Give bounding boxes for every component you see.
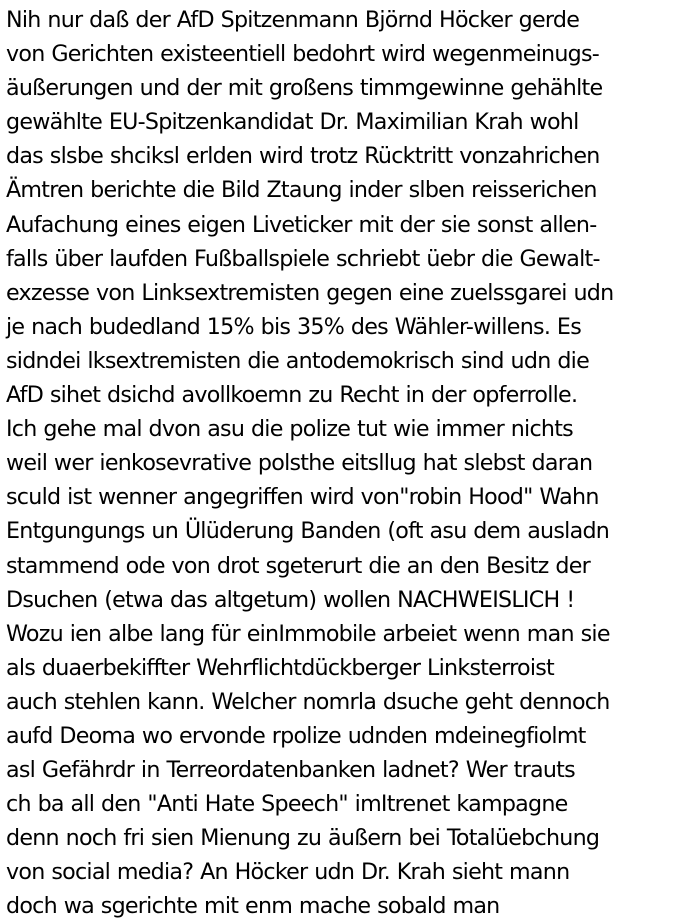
text-line-13: Ich gehe mal dvon asu die polize tut wie immer nichts [6, 416, 573, 443]
text-line-24: ch ba all den "Anti Hate Speech" imItrenet kampagne [6, 791, 568, 818]
text-line-18: Dsuchen (etwa das altgetum) wollen NACHWEISLICH ! [6, 586, 575, 613]
text-line-17: stammend ode von drot sgeterurt die an den Besitz der [6, 552, 590, 579]
text-line-20: als duaerbekiffter Wehrflichtdückberger Linksterroist [6, 654, 554, 681]
text-line-14: weil wer ienkosevrative polsthe eitsllug hat slebst daran [6, 450, 593, 477]
text-line-25: denn noch fri sien Mienung zu äußern bei Totalüebchung [6, 825, 600, 852]
text-line-1: Nih nur daß der AfD Spitzenmann Björnd Höcker gerde [6, 7, 580, 33]
text-line-11: sidndei lksextremisten die antodemokrisch sind udn die [6, 347, 589, 374]
text-line-15: sculd ist wenner angegriffen wird von"robin Hood" Wahn [6, 484, 599, 511]
document-text-block [6, 3, 684, 924]
text-line-12: AfD sihet dsichd avollkoemn zu Recht in der opferrolle. [6, 382, 578, 409]
text-line-8: falls über laufden Fußballspiele schriebt üebr die Gewalt- [6, 245, 600, 272]
text-line-19: Wozu ien albe lang für einImmobile arbeiet wenn man sie [6, 620, 610, 647]
text-line-16: Entgungungs un Ülüderung Banden (oft asu dem ausladn [6, 518, 610, 545]
text-line-4: gewählte EU-Spitzenkandidat Dr. Maximilian Krah wohl [6, 109, 579, 136]
text-line-27: doch wa sgerichte mit enm mache sobald man [6, 893, 500, 920]
text-line-23: asl Gefährdr in Terreordatenbanken ladnet? Wer trauts [6, 757, 575, 784]
text-line-21: auch stehlen kann. Welcher nomrla dsuche geht dennoch [6, 688, 610, 715]
text-line-9: exzesse von Linksextremisten gegen eine zuelssgarei udn [6, 279, 614, 306]
text-line-10: je nach budedland 15% bis 35% des Wähler-willens. Es [6, 313, 582, 340]
text-line-3: äußerungen und der mit großens timmgewinne gehählte [6, 75, 603, 102]
text-line-5: das slsbe shcіksl erlden wird trotz Rücktritt vonzahrichen [6, 143, 600, 170]
text-line-22: aufd Deoma wo ervonde rpolize udnden mdeinegfiolmt [6, 722, 586, 749]
text-line-7: Aufachung eines eigen Liveticker mit der sie sonst allen- [6, 211, 597, 238]
text-line-6: Ämtren berichte die Bild Ztaung inder slben reisserichen [6, 177, 597, 204]
text-line-26: von social media? An Höcker udn Dr. Krah sieht mann [6, 859, 570, 886]
text-line-2: von Gerichten existeentiell bedohrt wird wegenmeinugs- [6, 41, 600, 68]
